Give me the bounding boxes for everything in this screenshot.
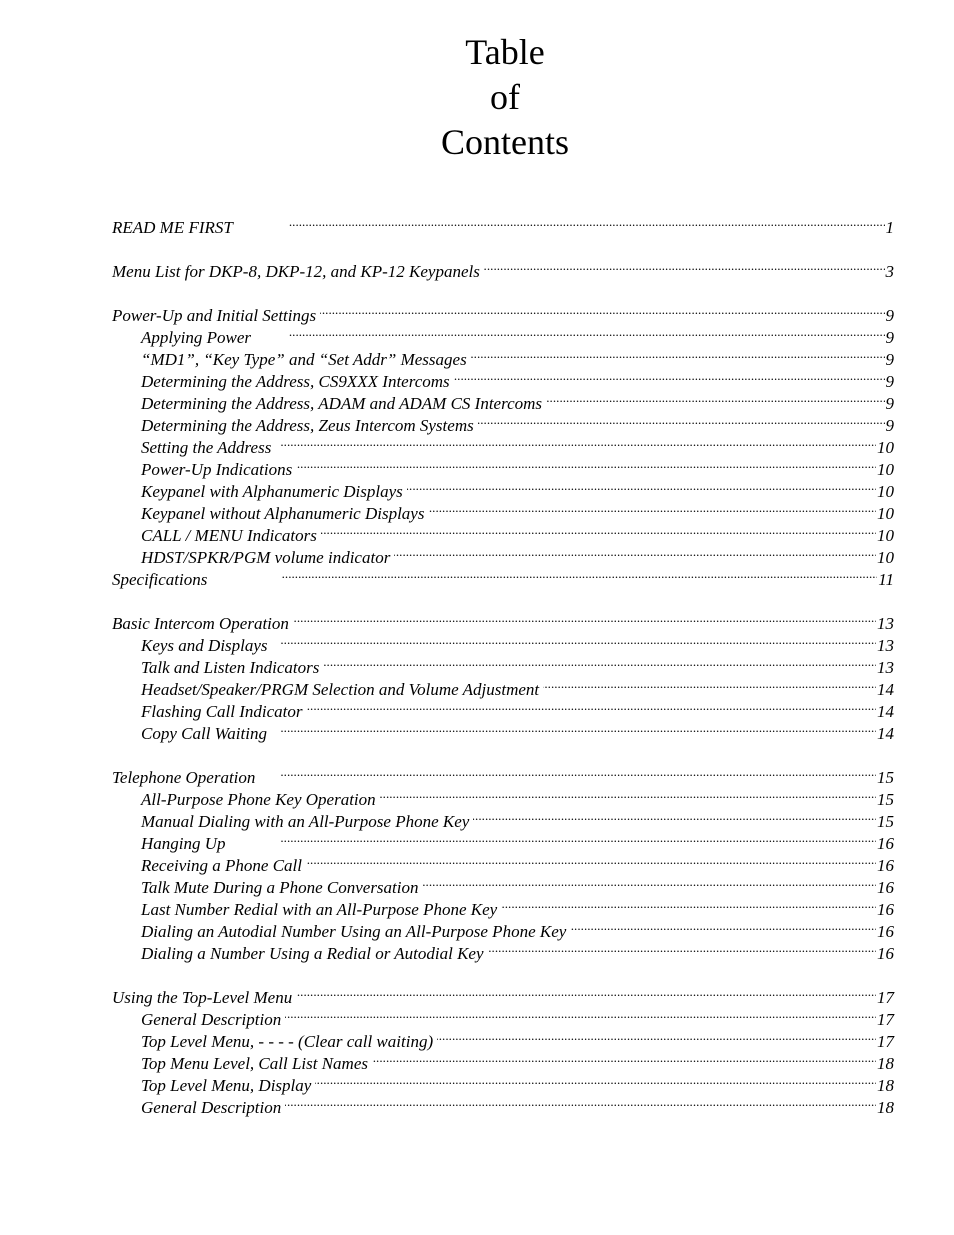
toc-entry-page-number: 14 <box>877 702 894 721</box>
dot-leader <box>570 915 876 937</box>
toc-entry-page-number: 1 <box>885 218 894 237</box>
toc-entry-label: General Description <box>141 1098 282 1117</box>
toc-entry-label: Top Level Menu, Display <box>141 1076 312 1095</box>
toc-entry-page-number: 9 <box>885 372 894 391</box>
title-line-3: Contents <box>440 122 569 162</box>
toc-entry-label: Menu List for DKP-8, DKP-12, and KP-12 Keypanels <box>112 262 480 281</box>
dot-leader <box>380 783 876 805</box>
toc-entry-label: Dialing an Autodial Number Using an All-Purpose Phone Key <box>141 922 567 941</box>
toc-entry-label: HDST/SPKR/PGM volume indicator <box>141 548 391 567</box>
toc-entry-label: Power-Up Indications <box>141 460 293 479</box>
toc-entry-page-number: 14 <box>877 724 894 743</box>
toc-section-entry[interactable] <box>112 981 894 1007</box>
toc-entry-label: Determining the Address, Zeus Intercom Systems <box>141 416 474 435</box>
toc-entry-label: Talk Mute During a Phone Conversation <box>141 878 419 897</box>
toc-entry-page-number: 10 <box>877 504 894 523</box>
toc-entry-label: Top Level Menu, - - - - (Clear call waiting) <box>141 1032 434 1051</box>
toc-entry-page-number: 3 <box>885 262 894 281</box>
dot-leader <box>484 255 885 277</box>
toc-entry-label: Receiving a Phone Call <box>141 856 302 875</box>
toc-entry-label: Dialing a Number Using a Redial or Autodial Key <box>141 944 484 963</box>
dot-leader <box>272 629 876 651</box>
toc-entry-page-number: 18 <box>877 1098 894 1117</box>
page-title <box>0 30 954 165</box>
toc-entry-label: “MD1”, “Key Type” and “Set Addr” Messages <box>141 350 467 369</box>
toc-entry-label: Determining the Address, CS9XXX Intercoms <box>141 372 450 391</box>
toc-entry-label: Applying Power <box>141 328 252 347</box>
toc-entry-page-number: 10 <box>877 482 894 501</box>
toc-entry-page-number: 13 <box>877 614 894 633</box>
toc-entry-page-number: 10 <box>877 460 894 479</box>
dot-leader <box>546 387 884 409</box>
toc-entry-label: Copy Call Waiting <box>141 724 267 743</box>
dot-leader <box>488 937 876 959</box>
dot-leader <box>320 299 884 321</box>
dot-leader <box>259 761 876 783</box>
toc-entry-page-number: 16 <box>877 944 894 963</box>
toc-entry-label: General Description <box>141 1010 282 1029</box>
toc-entry-page-number: 10 <box>877 548 894 567</box>
toc-entry-label: Talk and Listen Indicators <box>141 658 320 677</box>
toc-entry-page-number: 9 <box>885 328 894 347</box>
toc-entry-page-number: 9 <box>885 394 894 413</box>
toc-entry-label: Keys and Displays <box>141 636 268 655</box>
dot-leader <box>543 673 876 695</box>
title-line-2: of <box>490 77 520 117</box>
toc-entry-label: Telephone Operation <box>112 768 256 787</box>
dot-leader <box>271 717 876 739</box>
toc-entry-page-number: 10 <box>877 526 894 545</box>
toc-section-entry[interactable] <box>112 761 894 787</box>
toc-entry-label: Hanging Up <box>141 834 226 853</box>
toc-entry-label: Last Number Redial with an All-Purpose Phone Key <box>141 900 498 919</box>
toc-entry-page-number: 13 <box>877 636 894 655</box>
toc-entry-page-number: 9 <box>885 306 894 325</box>
toc-entry-page-number: 16 <box>877 900 894 919</box>
toc-entry-page-number: 15 <box>877 768 894 787</box>
dot-leader <box>321 519 876 541</box>
dot-leader <box>372 1047 876 1069</box>
dot-leader <box>428 497 876 519</box>
toc-entry-page-number: 9 <box>885 350 894 369</box>
dot-leader <box>285 1091 876 1113</box>
table-of-contents <box>112 211 894 1117</box>
toc-entry-label: Manual Dialing with an All-Purpose Phone Key <box>141 812 470 831</box>
toc-entry-page-number: 15 <box>877 790 894 809</box>
dot-leader <box>285 1003 876 1025</box>
toc-section-entry[interactable] <box>112 255 894 281</box>
toc-entry-page-number: 16 <box>877 856 894 875</box>
toc-entry-page-number: 18 <box>877 1076 894 1095</box>
toc-entry-label: All-Purpose Phone Key Operation <box>141 790 376 809</box>
toc-entry-label: Power-Up and Initial Settings <box>112 306 317 325</box>
toc-entry-page-number: 18 <box>877 1054 894 1073</box>
dot-leader <box>323 651 876 673</box>
toc-subsection-entry[interactable] <box>112 827 894 853</box>
toc-entry-label: Setting the Address <box>141 438 272 457</box>
dot-leader <box>315 1069 876 1091</box>
dot-leader <box>275 431 876 453</box>
toc-entry-label: Basic Intercom Operation <box>112 614 289 633</box>
toc-entry-label: READ ME FIRST <box>112 218 233 237</box>
toc-entry-page-number: 10 <box>877 438 894 457</box>
toc-entry-page-number: 17 <box>877 1010 894 1029</box>
dot-leader <box>211 563 877 585</box>
dot-leader <box>501 893 876 915</box>
dot-leader <box>478 409 885 431</box>
dot-leader <box>307 695 877 717</box>
toc-entry-label: Using the Top-Level Menu <box>112 988 293 1007</box>
toc-entry-page-number: 9 <box>885 416 894 435</box>
toc-entry-page-number: 17 <box>877 988 894 1007</box>
toc-entry-label: Keypanel without Alphanumeric Displays <box>141 504 425 523</box>
dot-leader <box>306 849 876 871</box>
dot-leader <box>255 321 884 343</box>
dot-leader <box>473 805 876 827</box>
toc-entry-page-number: 14 <box>877 680 894 699</box>
title-line-1: Table <box>465 32 545 72</box>
toc-entry-page-number: 15 <box>877 812 894 831</box>
dot-leader <box>437 1025 876 1047</box>
dot-leader <box>407 475 876 497</box>
toc-section-entry[interactable] <box>112 211 894 237</box>
toc-entry-page-number: 17 <box>877 1032 894 1051</box>
toc-entry-label: CALL / MENU Indicators <box>141 526 317 545</box>
dot-leader <box>423 871 877 893</box>
toc-entry-page-number: 16 <box>877 834 894 853</box>
toc-entry-label: Top Menu Level, Call List Names <box>141 1054 368 1073</box>
toc-section-entry[interactable] <box>112 299 894 325</box>
toc-entry-page-number: 16 <box>877 922 894 941</box>
dot-leader <box>293 607 876 629</box>
toc-entry-page-number: 16 <box>877 878 894 897</box>
dot-leader <box>394 541 876 563</box>
toc-section-entry[interactable] <box>112 563 894 589</box>
dot-leader <box>454 365 885 387</box>
dot-leader <box>296 981 876 1003</box>
dot-leader <box>471 343 885 365</box>
toc-section-entry[interactable] <box>112 607 894 633</box>
dot-leader <box>296 453 876 475</box>
toc-entry-page-number: 11 <box>878 570 894 589</box>
toc-entry-label: Determining the Address, ADAM and ADAM CS Intercoms <box>141 394 543 413</box>
toc-entry-label: Specifications <box>112 570 208 589</box>
toc-entry-page-number: 13 <box>877 658 894 677</box>
toc-entry-label: Keypanel with Alphanumeric Displays <box>141 482 403 501</box>
toc-entry-label: Flashing Call Indicator <box>141 702 303 721</box>
toc-entry-label: Headset/Speaker/PRGM Selection and Volume Adjustment <box>141 680 540 699</box>
dot-leader <box>237 211 885 233</box>
dot-leader <box>230 827 876 849</box>
